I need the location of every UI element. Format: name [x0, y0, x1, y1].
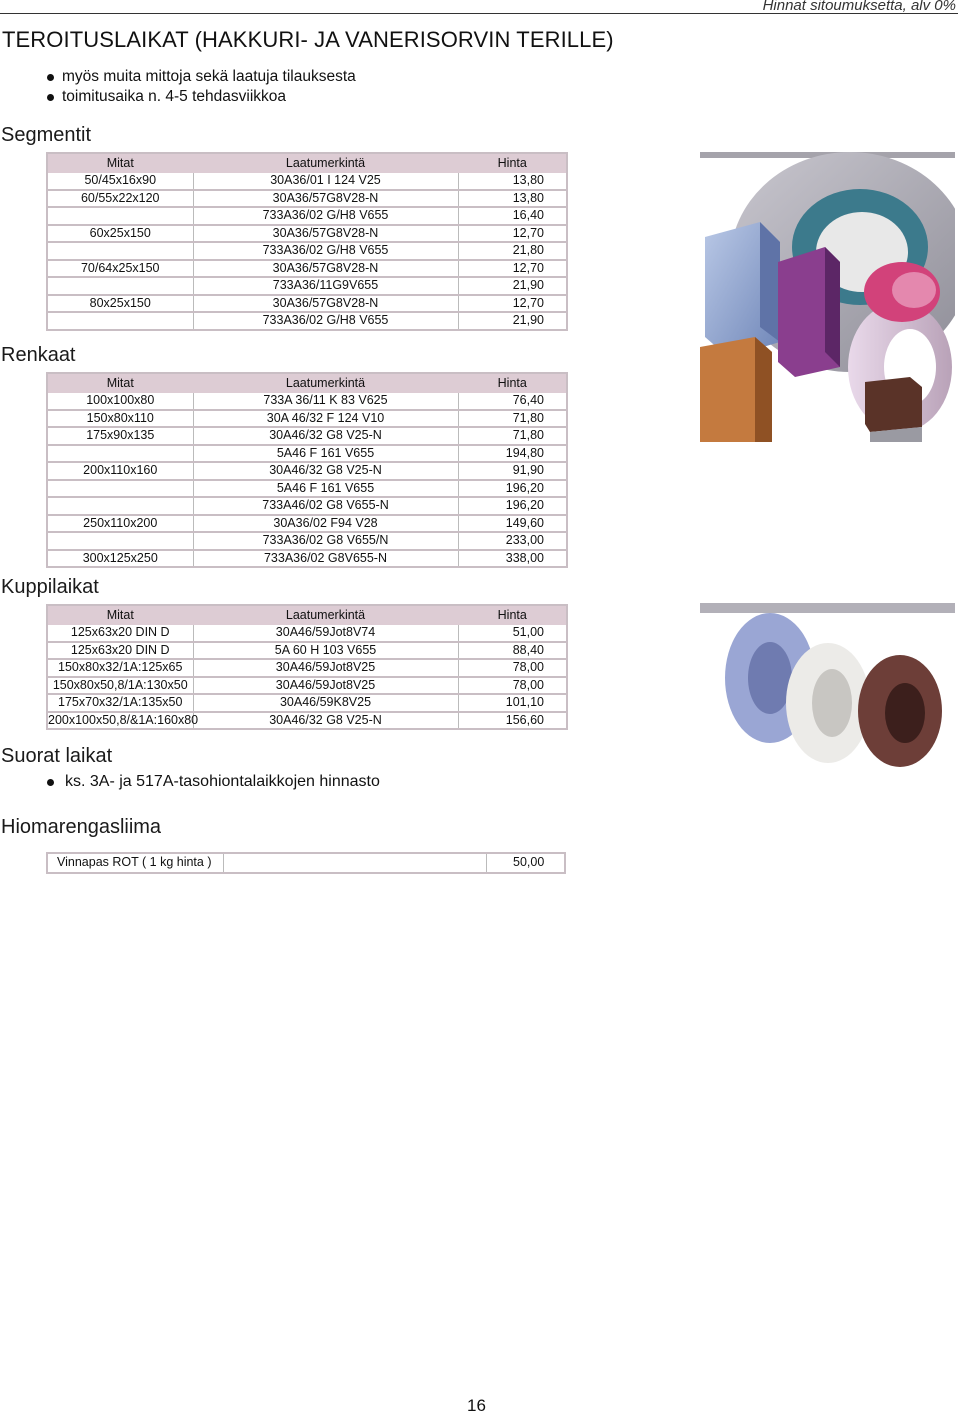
cell-mitat: 250x110x200: [47, 515, 193, 533]
price-disclaimer: Hinnat sitoumuksetta, alv 0%: [762, 0, 956, 14]
cell-laatu: 30A36/01 I 124 V25: [193, 173, 458, 190]
segmentit-table: [46, 152, 568, 331]
grinding-wheels-photo: [700, 152, 955, 442]
table-row: [47, 173, 567, 190]
cell-mitat: 150x80x110: [47, 410, 193, 428]
column-header-laatu: Laatumerkintä: [193, 153, 458, 173]
cell-mitat: 300x125x250: [47, 550, 193, 568]
table-header-row: [47, 605, 567, 625]
cell-laatu: 733A36/11G9V655: [193, 277, 458, 295]
table-row: [47, 225, 567, 243]
cell-hinta: 76,40: [458, 393, 567, 410]
table-row: [47, 242, 567, 260]
cell-hinta: 21,80: [458, 242, 567, 260]
cell-laatu: 30A46/32 G8 V25-N: [193, 427, 458, 445]
column-header-mitat: Mitat: [47, 153, 193, 173]
cell-mitat: [47, 532, 193, 550]
cell-mitat: 80x25x150: [47, 295, 193, 313]
cell-mitat: 125x63x20 DIN D: [47, 642, 193, 660]
cell-hinta: 91,90: [458, 462, 567, 480]
table-row: [47, 295, 567, 313]
cell-laatu: 5A 60 H 103 V655: [193, 642, 458, 660]
cell-hinta: 78,00: [458, 677, 567, 695]
cell-hinta: 78,00: [458, 659, 567, 677]
cell-laatu: 30A36/57G8V28-N: [193, 260, 458, 278]
cell-laatu: 733A 36/11 K 83 V625: [193, 393, 458, 410]
cell-hinta: 194,80: [458, 445, 567, 463]
cell-hinta: 71,80: [458, 410, 567, 428]
cell-mitat: 175x70x32/1A:135x50: [47, 694, 193, 712]
cell-mitat: 50/45x16x90: [47, 173, 193, 190]
cell-laatu: 733A36/02 G/H8 V655: [193, 242, 458, 260]
cell-mitat: [47, 277, 193, 295]
cell-hinta: 16,40: [458, 207, 567, 225]
cell-mitat: 70/64x25x150: [47, 260, 193, 278]
column-header-laatu: Laatumerkintä: [193, 605, 458, 625]
column-header-hinta: Hinta: [458, 153, 567, 173]
cell-hinta: 12,70: [458, 225, 567, 243]
cell-mitat: [47, 497, 193, 515]
table-row: [47, 677, 567, 695]
cell-mitat: [47, 445, 193, 463]
cell-laatu: 5A46 F 161 V655: [193, 480, 458, 498]
cell-laatu: 5A46 F 161 V655: [193, 445, 458, 463]
section-title-segmentit: Segmentit: [1, 124, 92, 146]
cell-hinta: 88,40: [458, 642, 567, 660]
cell-mitat: 60x25x150: [47, 225, 193, 243]
cell-hinta: 13,80: [458, 173, 567, 190]
section-title-hiomarengasliima: Hiomarengasliima: [1, 816, 162, 838]
table-row: [47, 260, 567, 278]
cell-hinta: 338,00: [458, 550, 567, 568]
header-rule: [0, 13, 958, 14]
table-row: [47, 190, 567, 208]
column-header-hinta: Hinta: [458, 605, 567, 625]
cell-laatu: 30A36/57G8V28-N: [193, 190, 458, 208]
bullet-icon: [47, 779, 54, 786]
product-label: Vinnapas ROT ( 1 kg hinta ): [57, 855, 212, 869]
kuppilaikat-table: [46, 604, 568, 730]
table-row: [47, 659, 567, 677]
cell-hinta: 156,60: [458, 712, 567, 730]
section-title-kuppilaikat: Kuppilaikat: [1, 576, 99, 598]
cell-mitat: 200x110x160: [47, 462, 193, 480]
cell-hinta: 196,20: [458, 497, 567, 515]
cup-wheels-photo: [700, 603, 955, 771]
cell-hinta: 12,70: [458, 260, 567, 278]
cell-laatu: 30A46/32 G8 V25-N: [193, 462, 458, 480]
table-row: [47, 277, 567, 295]
cell-hinta: 101,10: [458, 694, 567, 712]
cell-hinta: 149,60: [458, 515, 567, 533]
grinding-wheels-illustration: [700, 152, 955, 442]
section-title-renkaat: Renkaat: [1, 344, 76, 366]
renkaat-table: [46, 372, 568, 568]
cell-laatu: 733A46/02 G8 V655-N: [193, 497, 458, 515]
cell-laatu: 733A36/02 G8 V655/N: [193, 532, 458, 550]
cell-laatu: 733A36/02 G8V655-N: [193, 550, 458, 568]
bullet-item: myös muita mittoja sekä laatuja tilauksesta: [47, 67, 356, 87]
table-row: [47, 393, 567, 410]
cell-mitat: 175x90x135: [47, 427, 193, 445]
cell-hinta: 13,80: [458, 190, 567, 208]
cell-mitat: 100x100x80: [47, 393, 193, 410]
cell-mitat: [47, 242, 193, 260]
column-header-hinta: Hinta: [458, 373, 567, 393]
cell-laatu: 733A36/02 G/H8 V655: [193, 312, 458, 330]
bullet-item: toimitusaika n. 4-5 tehdasviikkoa: [47, 87, 356, 107]
table-row: [47, 532, 567, 550]
table-header-row: [47, 153, 567, 173]
bullet-icon: [47, 74, 54, 81]
cell-hinta: 51,00: [458, 625, 567, 642]
cell-laatu: 30A46/59K8V25: [193, 694, 458, 712]
cell-laatu: 30A 46/32 F 124 V10: [193, 410, 458, 428]
table-row: [47, 625, 567, 642]
cell-hinta: 21,90: [458, 277, 567, 295]
cell-laatu: 30A36/57G8V28-N: [193, 225, 458, 243]
table-row: [47, 694, 567, 712]
cell-laatu: 30A46/59Jot8V25: [193, 677, 458, 695]
table-row: [47, 445, 567, 463]
table-header-row: [47, 373, 567, 393]
cup-wheels-illustration: [700, 603, 955, 771]
cell-hinta: 233,00: [458, 532, 567, 550]
cell-laatu: 733A36/02 G/H8 V655: [193, 207, 458, 225]
hiomarengasliima-row: [46, 852, 566, 874]
column-header-laatu: Laatumerkintä: [193, 373, 458, 393]
table-row: [47, 427, 567, 445]
cell-mitat: 150x80x50,8/1A:130x50: [47, 677, 193, 695]
cell-mitat: [47, 480, 193, 498]
cell-mitat: 60/55x22x120: [47, 190, 193, 208]
cell-hinta: 71,80: [458, 427, 567, 445]
cell-hinta: 21,90: [458, 312, 567, 330]
cell-mitat: 150x80x32/1A:125x65: [47, 659, 193, 677]
table-row: [47, 497, 567, 515]
cell-hinta: 196,20: [458, 480, 567, 498]
table-row: [47, 712, 567, 730]
cell-laatu: 30A36/02 F94 V28: [193, 515, 458, 533]
page-number: 16: [467, 1396, 486, 1415]
cell-mitat: 200x100x50,8/&1A:160x80: [47, 712, 193, 730]
cell-laatu: 30A46/32 G8 V25-N: [193, 712, 458, 730]
table-row: [47, 410, 567, 428]
cell-laatu: 30A46/59Jot8V74: [193, 625, 458, 642]
table-row: [47, 515, 567, 533]
table-row: [47, 642, 567, 660]
bullet-icon: [47, 94, 54, 101]
cell-mitat: 125x63x20 DIN D: [47, 625, 193, 642]
suorat-bullet: ks. 3A- ja 517A-tasohiontalaikkojen hinnasto: [47, 773, 380, 791]
column-header-mitat: Mitat: [47, 373, 193, 393]
intro-bullets: [47, 67, 356, 107]
column-header-mitat: Mitat: [47, 605, 193, 625]
page-title: TEROITUSLAIKAT (HAKKURI- JA VANERISORVIN TERILLE): [2, 27, 614, 52]
cell-hinta: 12,70: [458, 295, 567, 313]
table-row: [47, 207, 567, 225]
table-row: [47, 462, 567, 480]
cell-mitat: [47, 207, 193, 225]
table-row: [47, 480, 567, 498]
section-title-suorat: Suorat laikat: [1, 745, 113, 767]
cell-mitat: [47, 312, 193, 330]
product-price: 50,00: [513, 855, 545, 869]
table-row: [47, 550, 567, 568]
cell-laatu: 30A36/57G8V28-N: [193, 295, 458, 313]
cell-laatu: 30A46/59Jot8V25: [193, 659, 458, 677]
table-row: [47, 312, 567, 330]
